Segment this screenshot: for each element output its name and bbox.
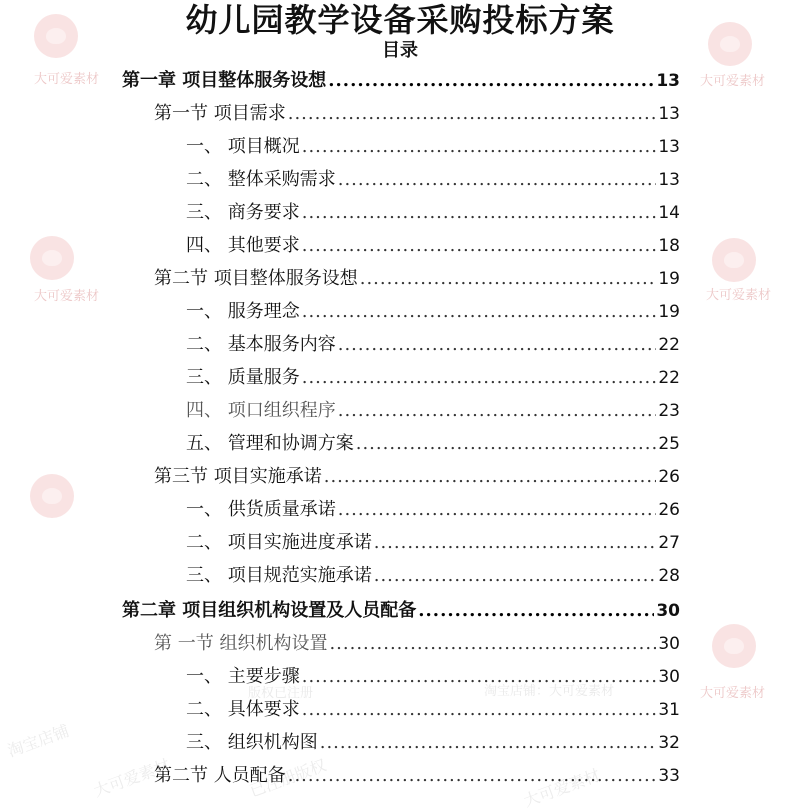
toc-page-number: 22 (658, 368, 680, 388)
watermark-notice: 淘宝店铺：大可爱素材 (484, 684, 615, 699)
toc-leader-dots (338, 394, 657, 427)
toc-page-number: 33 (658, 766, 680, 786)
toc-leader-dots (338, 163, 657, 196)
toc-leader-dots (356, 427, 657, 460)
toc-entry-label: 第一章 项目整体服务设想 (122, 70, 327, 91)
toc-heading: 目录 (382, 40, 418, 61)
toc-leader-dots (302, 660, 657, 693)
toc-leader-dots (288, 97, 657, 130)
toc-entry[interactable] (186, 693, 680, 726)
toc-page-number: 31 (658, 700, 680, 720)
watermark-logo-icon (30, 474, 74, 518)
toc-entry-label: 第一节 项目需求 (154, 103, 286, 124)
toc-leader-dots (360, 262, 657, 295)
toc-leader-dots (302, 229, 657, 262)
toc-entry[interactable] (186, 196, 680, 229)
toc-entry[interactable] (186, 526, 680, 559)
toc-entry-label: 三、 组织机构图 (186, 732, 318, 753)
toc-page-number: 22 (658, 335, 680, 355)
watermark-brand: 大可爱素材 (700, 74, 766, 89)
toc-page-number: 30 (656, 601, 680, 621)
toc-leader-dots (302, 295, 657, 328)
toc-entry-label: 第三节 项目实施承诺 (154, 466, 322, 487)
toc-page-number: 28 (658, 566, 680, 586)
toc-entry-label: 第二章 项目组织机构设置及人员配备 (122, 600, 417, 621)
toc-entry[interactable] (186, 726, 680, 759)
toc-page-number: 25 (658, 434, 680, 454)
toc-page-number: 13 (658, 104, 680, 124)
toc-leader-dots (328, 64, 654, 97)
watermark-brand: 大可爱素材 (706, 288, 772, 303)
toc-entry[interactable] (122, 64, 680, 97)
toc-entry[interactable] (186, 130, 680, 163)
toc-page-number: 19 (658, 302, 680, 322)
toc-entry-label: 四、 项口组织程序 (186, 400, 336, 421)
toc-entry-label: 二、 具体要求 (186, 699, 300, 720)
toc-entry[interactable] (122, 594, 680, 627)
toc-entry[interactable] (154, 627, 680, 660)
toc-entry[interactable] (186, 295, 680, 328)
toc-page-number: 13 (658, 170, 680, 190)
toc-leader-dots (302, 130, 657, 163)
toc-entry-label: 第二节 项目整体服务设想 (154, 268, 358, 289)
toc-entry[interactable] (154, 460, 680, 493)
toc-page-number: 14 (658, 203, 680, 223)
toc-entry-label: 一、 服务理念 (186, 301, 300, 322)
toc-entry-label: 第 一节 组织机构设置 (154, 633, 328, 654)
toc-page-number: 26 (658, 467, 680, 487)
toc-entry[interactable] (186, 163, 680, 196)
toc-entry-label: 第二节 人员配备 (154, 765, 286, 786)
toc-entry[interactable] (186, 394, 680, 427)
toc-leader-dots (418, 594, 654, 627)
toc-entry[interactable] (186, 328, 680, 361)
toc-entry-label: 三、 质量服务 (186, 367, 300, 388)
watermark-notice: 大可爱素材 (91, 755, 173, 801)
toc-entry[interactable] (154, 759, 680, 792)
toc-entry[interactable] (186, 559, 680, 592)
toc-page-number: 30 (658, 634, 680, 654)
toc-entry[interactable] (154, 97, 680, 130)
toc-page-number: 13 (656, 71, 680, 91)
toc-entry[interactable] (186, 361, 680, 394)
watermark-brand: 大可爱素材 (34, 289, 100, 304)
toc-leader-dots (324, 460, 657, 493)
toc-page-number: 23 (658, 401, 680, 421)
watermark-brand: 大可爱素材 (34, 72, 100, 87)
toc-page-number: 19 (658, 269, 680, 289)
toc-page-number: 18 (658, 236, 680, 256)
toc-leader-dots (374, 526, 657, 559)
toc-entry-label: 一、 项目概况 (186, 136, 300, 157)
document-title: 幼儿园教学设备采购投标方案 (185, 1, 615, 39)
watermark-logo-icon (712, 238, 756, 282)
toc-entry-label: 三、 项目规范实施承诺 (186, 565, 372, 586)
toc-entry-label: 二、 整体采购需求 (186, 169, 336, 190)
toc-page-number: 27 (658, 533, 680, 553)
toc-entry-label: 五、 管理和协调方案 (186, 433, 354, 454)
toc-entry-label: 二、 基本服务内容 (186, 334, 336, 355)
toc-entry[interactable] (186, 493, 680, 526)
toc-entry[interactable] (186, 427, 680, 460)
toc-entry[interactable] (154, 262, 680, 295)
toc-leader-dots (288, 759, 657, 792)
toc-page-number: 30 (658, 667, 680, 687)
toc-entry-label: 一、 主要步骤 (186, 666, 300, 687)
toc-leader-dots (374, 559, 657, 592)
toc-leader-dots (338, 328, 657, 361)
watermark-logo-icon (712, 624, 756, 668)
watermark-brand: 大可爱素材 (700, 686, 766, 701)
toc-entry[interactable] (186, 660, 680, 693)
toc-page-number: 13 (658, 137, 680, 157)
toc-leader-dots (320, 726, 657, 759)
toc-page-number: 26 (658, 500, 680, 520)
watermark-notice: 淘宝店铺 (5, 720, 72, 761)
toc-entry-label: 四、 其他要求 (186, 235, 300, 256)
toc-leader-dots (302, 361, 657, 394)
watermark-notice: 已注册版权 (247, 755, 329, 801)
toc-leader-dots (338, 493, 657, 526)
toc-entry[interactable] (186, 229, 680, 262)
toc-page-number: 32 (658, 733, 680, 753)
toc-leader-dots (302, 693, 657, 726)
toc-leader-dots (302, 196, 657, 229)
watermark-logo-icon (30, 236, 74, 280)
toc-entry-label: 一、 供货质量承诺 (186, 499, 336, 520)
toc-entry-label: 三、 商务要求 (186, 202, 300, 223)
watermark-notice: 版权已注册 (248, 686, 314, 701)
toc-entry-label: 二、 项目实施进度承诺 (186, 532, 372, 553)
toc-leader-dots (329, 627, 656, 660)
watermark-notice: 大可爱素材 (521, 765, 603, 811)
